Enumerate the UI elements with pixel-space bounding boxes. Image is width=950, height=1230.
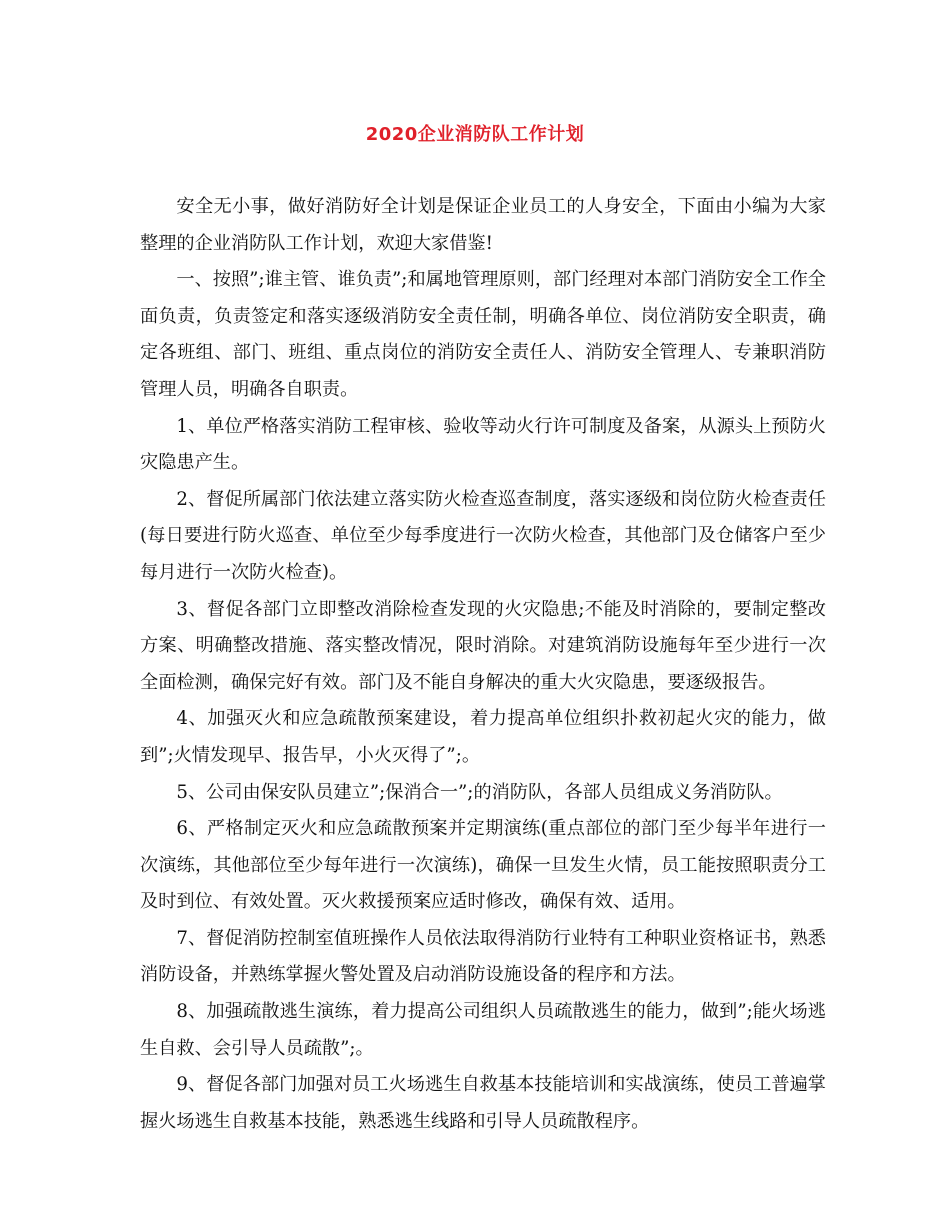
paragraph-item-1: 1、单位严格落实消防工程审核、验收等动火行许可制度及备案，从源头上预防火灾隐患产生。 [140, 415, 826, 474]
paragraph-item-6: 6、严格制定灭火和应急疏散预案并定期演练(重点部位的部门至少每半年进行一次演练，其他部位至少每年进行一次演练)，确保一旦发生火情，员工能按照职责分工及时到位、有效处置。灭火救援预案应适时修改，确保有效、适用。 [140, 818, 826, 913]
paragraph-intro: 安全无小事，做好消防好全计划是保证企业员工的人身安全，下面由小编为大家整理的企业消防队工作计划，欢迎大家借鉴! [140, 196, 826, 254]
paragraph-item-8: 8、加强疏散逃生演练，着力提高公司组织人员疏散逃生的能力，做到”;能火场逃生自救、会引导人员疏散”;。 [140, 1001, 826, 1059]
paragraph-section-1: 一、按照”;谁主管、谁负责”;和属地管理原则，部门经理对本部门消防安全工作全面负责，负责签定和落实逐级消防安全责任制，明确各单位、岗位消防安全职责，确定各班组、部门、班组、重点岗位的消防安全责任人、消防安全管理人、专兼职消防管理人员，明确各自职责。 [140, 269, 826, 400]
document-title: 2020企业消防队工作计划 [365, 124, 585, 145]
paragraph-item-4: 4、加强灭火和应急疏散预案建设，着力提高单位组织扑救初起火灾的能力，做到”;火情发现早、报告早，小火灭得了”;。 [140, 708, 826, 766]
paragraph-item-7: 7、督促消防控制室值班操作人员依法取得消防行业特有工种职业资格证书，熟悉消防设备，并熟练掌握火警处置及启动消防设施设备的程序和方法。 [140, 927, 826, 986]
paragraph-item-5: 5、公司由保安队员建立”;保消合一”;的消防队，各部人员组成义务消防队。 [176, 781, 783, 803]
paragraph-item-9: 9、督促各部门加强对员工火场逃生自救基本技能培训和实战演练，使员工普遍掌握火场逃生自救基本技能，熟悉逃生线路和引导人员疏散程序。 [140, 1074, 826, 1132]
document-body [140, 189, 826, 1140]
paragraph-item-3: 3、督促各部门立即整改消除检查发现的火灾隐患;不能及时消除的，要制定整改方案、明确整改措施、落实整改情况，限时消除。对建筑消防设施每年至少进行一次全面检测，确保完好有效。部门及不能自身解决的重大火灾隐患，要逐级报告。 [140, 598, 826, 693]
paragraph-item-2: 2、督促所属部门依法建立落实防火检查巡查制度，落实逐级和岗位防火检查责任(每日要进行防火巡查、单位至少每季度进行一次防火检查，其他部门及仓储客户至少每月进行一次防火检查)。 [140, 488, 826, 583]
